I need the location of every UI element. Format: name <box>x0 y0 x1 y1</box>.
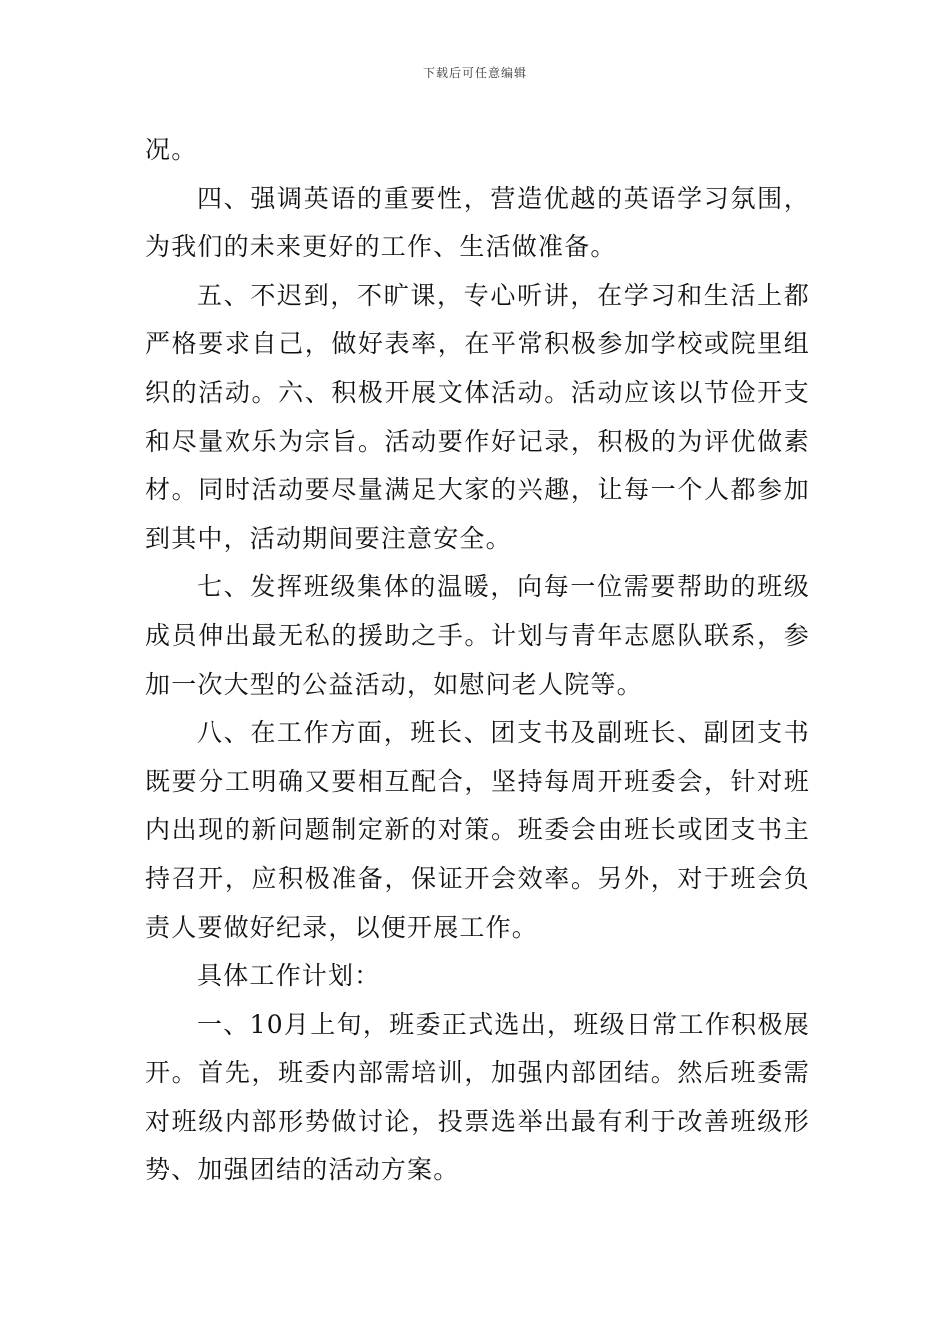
paragraph-item-4: 四、强调英语的重要性，营造优越的英语学习氛围，为我们的未来更好的工作、生活做准备。 <box>145 183 810 262</box>
paragraph-continuation: 况。 <box>145 135 198 164</box>
paragraph-plan-item-1: 一、10月上旬，班委正式选出，班级日常工作积极展开。首先，班委内部需培训，加强内部团结。然后班委需对班级内部形势做讨论，投票选举出最有利于改善班级形势、加强团结的活动方案。 <box>145 1009 810 1185</box>
page-header: 下载后可任意编辑 <box>422 66 527 80</box>
paragraph-item-8: 八、在工作方面，班长、团支书及副班长、副团支书既要分工明确又要相互配合，坚持每周开班委会，针对班内出现的新问题制定新的对策。班委会由班长或团支书主持召开，应积极准备，保证开会效率。另外，对于班会负责人要做好纪录，以便开展工作。 <box>145 718 810 942</box>
paragraph-item-7: 七、发挥班级集体的温暖，向每一位需要帮助的班级成员伸出最无私的援助之手。计划与青年志愿队联系，参加一次大型的公益活动，如慰问老人院等。 <box>145 572 810 699</box>
document-body <box>145 126 810 1195</box>
section-heading-work-plan: 具体工作计划： <box>197 961 381 991</box>
paragraph-item-5-6: 五、不迟到，不旷课，专心听讲，在学习和生活上都严格要求自己，做好表率，在平常积极参加学校或院里组织的活动。六、积极开展文体活动。活动应该以节俭开支和尽量欢乐为宗旨。活动要作好记录，积极的为评优做素材。同时活动要尽量满足大家的兴趣，让每一个人都参加到其中，活动期间要注意安全。 <box>145 280 810 553</box>
